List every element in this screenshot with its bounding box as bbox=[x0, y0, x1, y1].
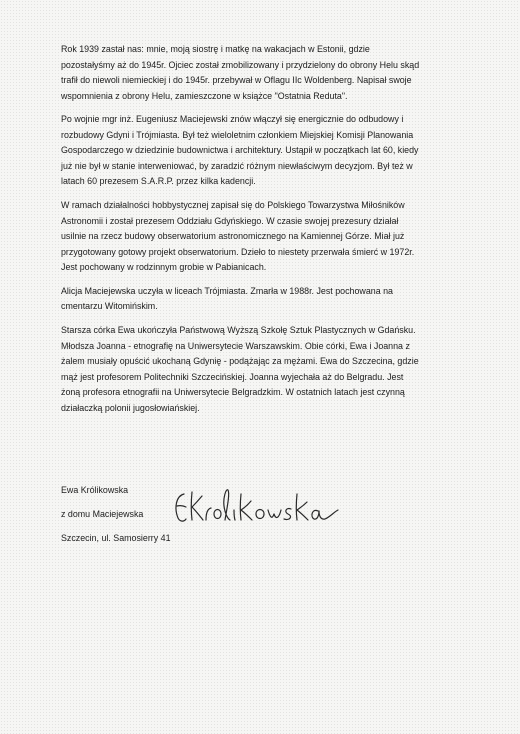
signature-stroke bbox=[176, 494, 186, 521]
signature-stroke bbox=[214, 510, 221, 519]
author-name: Ewa Królikowska bbox=[61, 485, 129, 495]
signature-stroke bbox=[224, 490, 230, 520]
paragraph-3: W ramach działalności hobbystycznej zapisał się do Polskiego Towarzystwa Miłośników Astronomii i został prezesem Oddziału Gdyńskiego. W czasie swojej prezesury działał usilnie na rzecz budowy obserwatorium astronomicznego na Kamiennej Górze. Miał już przygotowany gotowy projekt obserwatorium. Dzieło to niestety przerwała śmierć w 1972r. Jest pochowany w rodzinnym grobie w Pabianicach. bbox=[61, 200, 415, 273]
letter-closing bbox=[61, 483, 171, 555]
paragraph-2: Po wojnie mgr inż. Eugeniusz Maciejewski znów włączył się energicznie do odbudowy i rozbudowy Gdyni i Trójmiasta. Był też wieloletnim członkiem Miejskiej Komisji Planowania Gospodarczego w dziedzinie budownictwa i architektury. Ustąpił w początkach lat 60, kiedy już nie był w stanie interweniować, by zaradzić różnym niewłaściwym decyzjom. Był też w latach 60 prezesem S.A.R.P. przez kilka kadencji. bbox=[61, 114, 419, 187]
signature-stroke bbox=[240, 494, 241, 520]
signature-stroke bbox=[296, 494, 297, 520]
author-address: Szczecin, ul. Samosierry 41 bbox=[61, 533, 171, 543]
handwritten-signature bbox=[172, 484, 342, 530]
signature-stroke bbox=[191, 492, 192, 520]
signature-stroke bbox=[192, 496, 203, 520]
signature-stroke bbox=[256, 510, 264, 519]
signature-stroke bbox=[241, 501, 252, 520]
signature-stroke bbox=[206, 508, 211, 520]
signature-stroke bbox=[284, 509, 291, 520]
paragraph-1: Rok 1939 zastał nas: mnie, moją siostrę i matkę na wakacjach w Estonii, gdzie pozostałyśmy aż do 1945r. Ojciec został zmobilizowany i przydzielony do obrony Helu skąd trafił do niewoli niemieckiej i do 1945r. przebywał w Oflagu IIc Woldenberg. Napisał swoje wspomnienia z obrony Helu, zamieszczone w książce "Ostatnia Reduta". bbox=[61, 44, 420, 101]
signature-stroke bbox=[312, 510, 338, 519]
paragraph-4: Alicja Maciejewska uczyła w liceach Trójmiasta. Zmarła w 1988r. Jest pochowana na cmentarzu Witomińskim. bbox=[61, 285, 393, 312]
letter-body bbox=[61, 42, 481, 424]
signature-stroke bbox=[268, 510, 281, 517]
signature-stroke bbox=[234, 510, 235, 520]
signature-stroke bbox=[177, 506, 186, 507]
signature-strokes bbox=[176, 490, 338, 521]
signature-stroke bbox=[297, 502, 308, 520]
signature-drawing bbox=[172, 484, 342, 530]
author-maiden-name: z domu Maciejewska bbox=[61, 509, 144, 519]
paragraph-5: Starsza córka Ewa ukończyła Państwową Wyższą Szkołę Sztuk Plastycznych w Gdańsku. Młodsza Joanna - etnografię na Uniwersytecie Warszawskim. Obie córki, Ewa i Joanna z żalem musiały opuścić ukochaną Gdynię - podążając za mężami. Ewa do Szczecina, gdzie mąż jest profesorem Politechniki Szczecińskiej. Joanna wyjechała aż do Belgradu. Jest żoną profesora etnografii na Uniwersytecie Belgradzkim. W ostatnich latach jest czynną działaczką polonii jugosłowiańskiej. bbox=[61, 325, 419, 413]
